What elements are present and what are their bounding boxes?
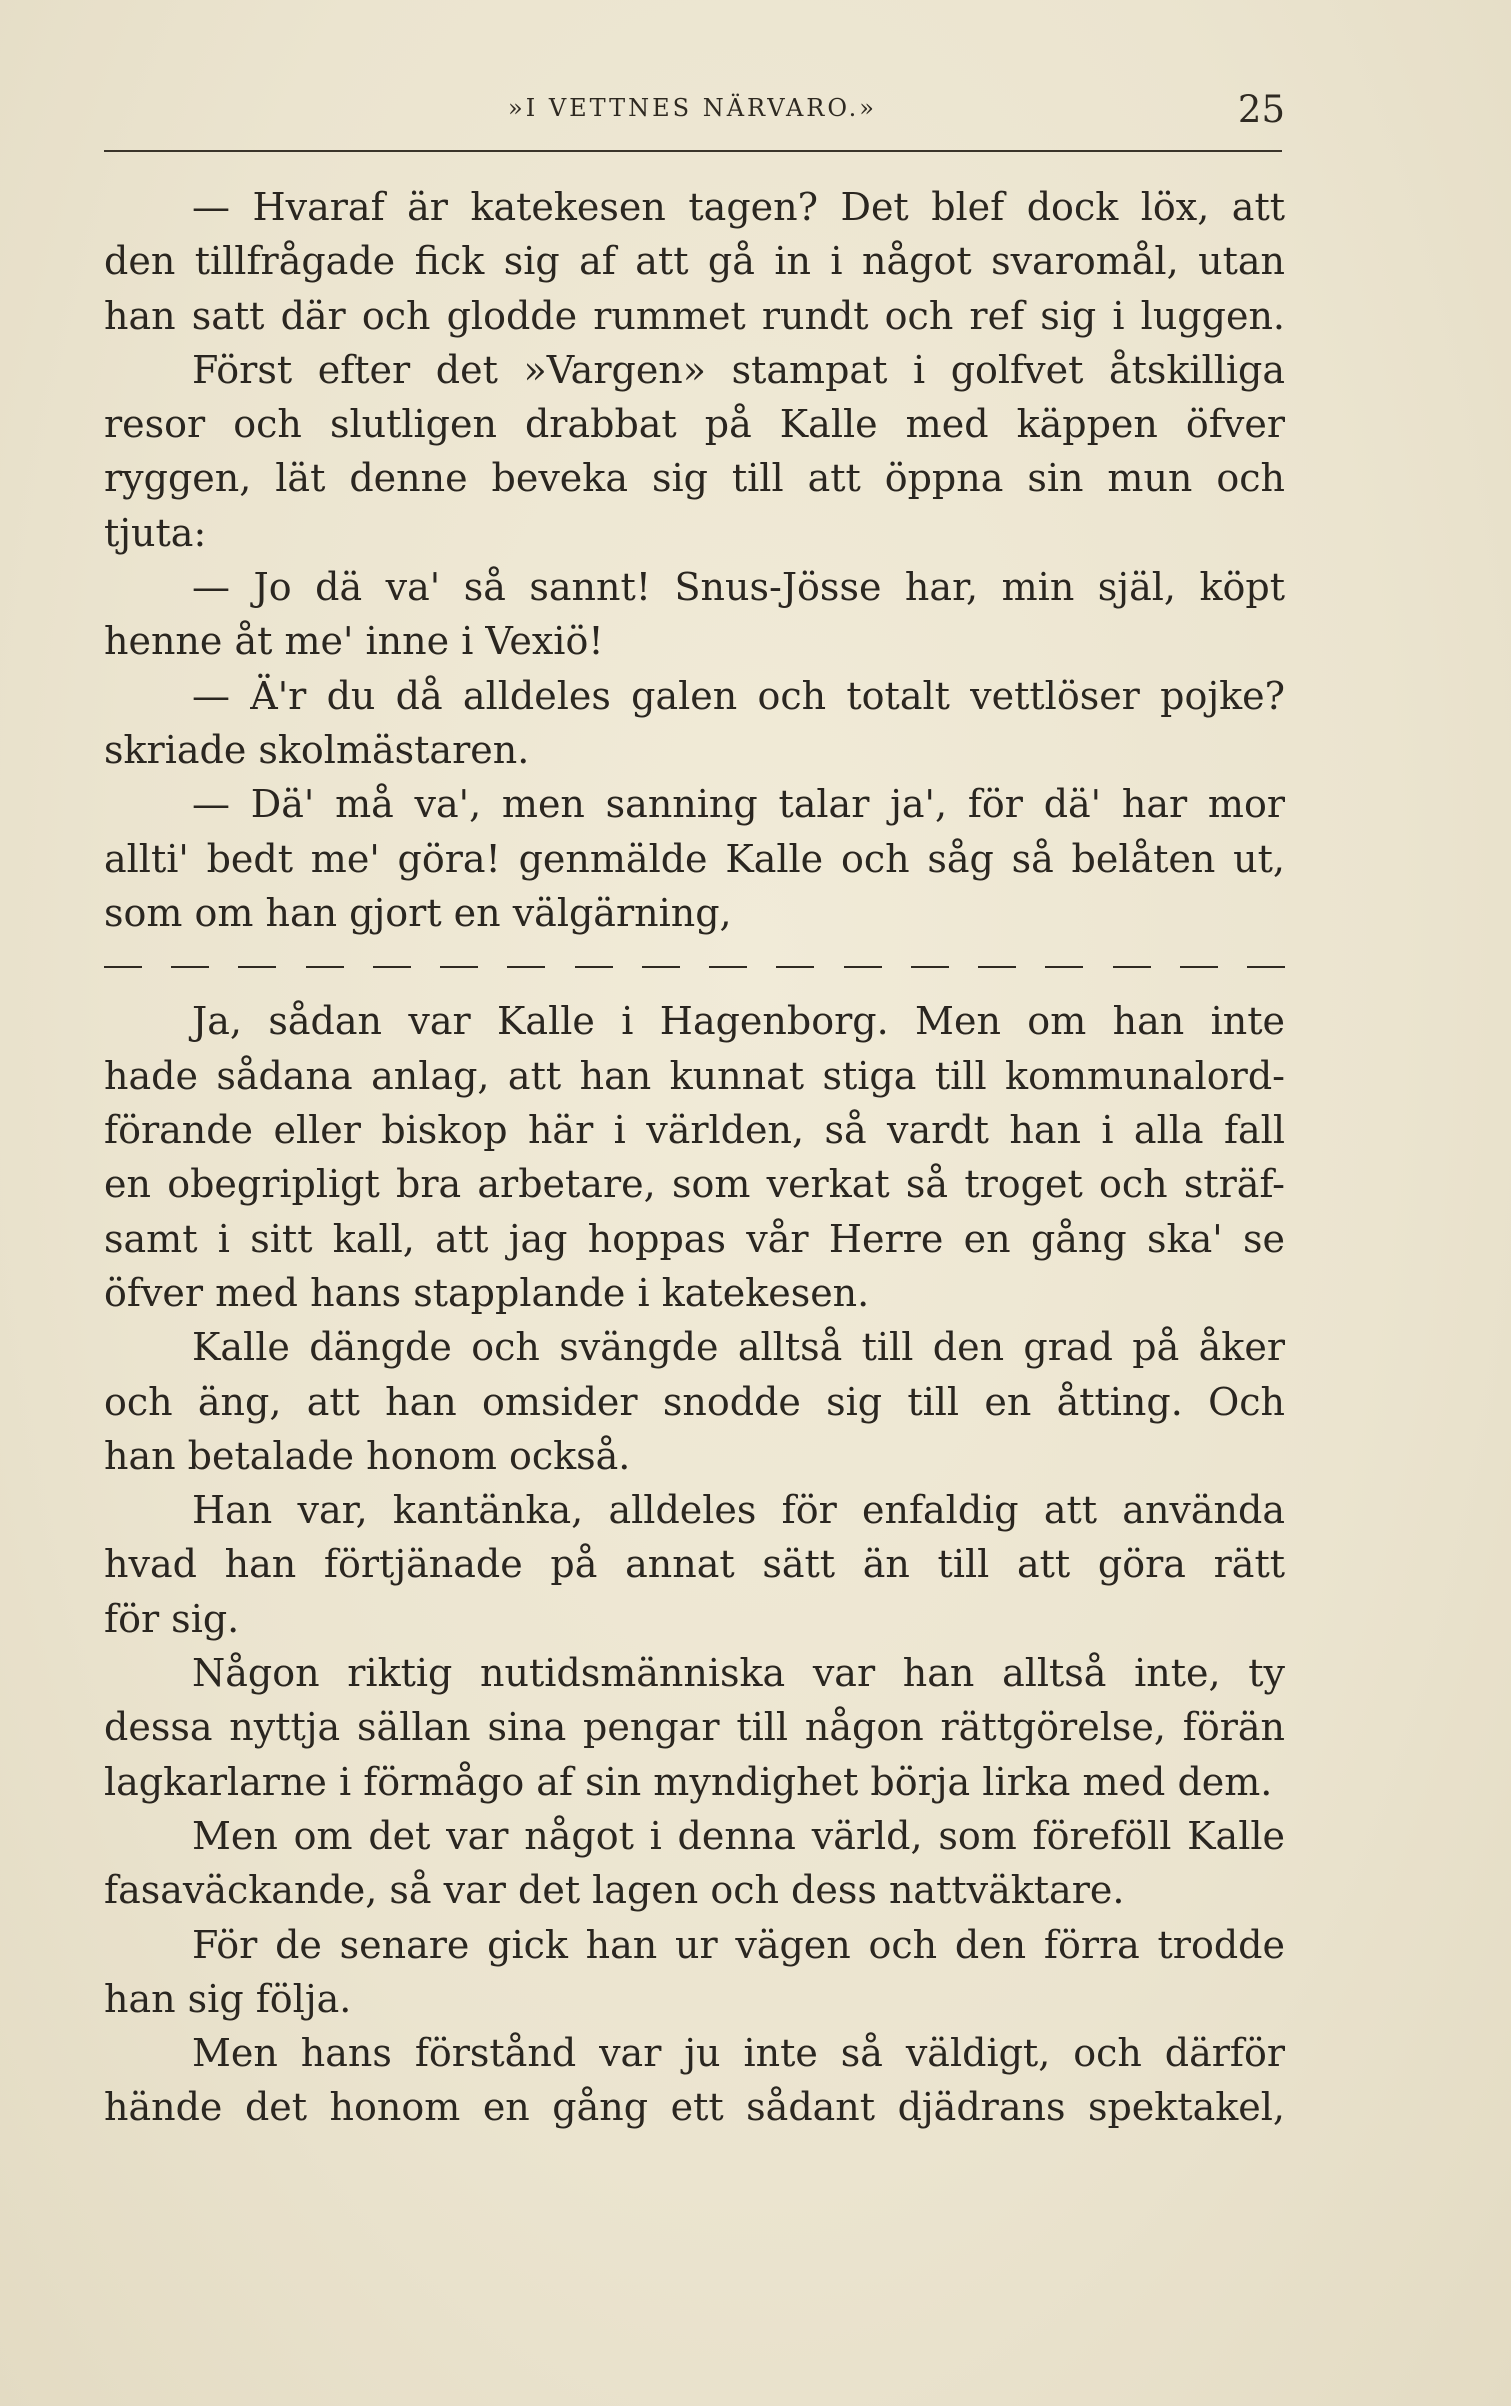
text-line: Men om det var något i denna värld, som föreföll Kalle xyxy=(192,1813,1285,1858)
body-text xyxy=(104,180,1285,2135)
text-line: ryggen, lät denne beveka sig till att öppna sin mun och xyxy=(104,456,1285,501)
text-line: henne åt me' inne i Vexiö! xyxy=(104,619,604,664)
text-line: dessa nyttja sällan sina pengar till någon rättgörelse, förän xyxy=(104,1705,1285,1750)
text-line: den tillfrågade fick sig af att gå in i något svaromål, utan xyxy=(104,239,1285,284)
text-line: — Jo dä va' så sannt! Snus-Jösse har, min själ, köpt xyxy=(192,565,1285,610)
text-line: allti' bedt me' göra! genmälde Kalle och såg så belåten ut, xyxy=(104,836,1285,881)
text-line: och äng, att han omsider snodde sig till en åtting. Och xyxy=(104,1379,1285,1424)
separator-dash xyxy=(104,966,142,968)
text-line: Först efter det »Vargen» stampat i golfvet åtskilliga xyxy=(192,347,1285,392)
separator-dash xyxy=(171,966,209,968)
page-number: 25 xyxy=(1237,88,1285,131)
text-line: — Dä' må va', men sanning talar ja', för dä' har mor xyxy=(192,782,1285,827)
separator-dash xyxy=(1180,966,1218,968)
header-rule xyxy=(104,150,1282,152)
separator-dash xyxy=(373,966,411,968)
running-title: »I VETTNES NÄRVARO.» xyxy=(508,94,877,122)
separator-dash xyxy=(844,966,882,968)
separator-dash xyxy=(1045,966,1083,968)
text-line: lagkarlarne i förmågo af sin myndighet börja lirka med dem. xyxy=(104,1759,1273,1804)
text-line: Kalle dängde och svängde alltså till den grad på åker xyxy=(192,1325,1285,1370)
text-line: han satt där och glodde rummet rundt och ref sig i luggen. xyxy=(104,293,1285,338)
separator-dash xyxy=(709,966,747,968)
text-line: För de senare gick han ur vägen och den förra trodde xyxy=(192,1922,1285,1967)
text-line: — Ä'r du då alldeles galen och totalt vettlöser pojke? xyxy=(192,673,1285,718)
separator-dash xyxy=(1113,966,1151,968)
separator-dash xyxy=(440,966,478,968)
text-line: skriade skolmästaren. xyxy=(104,727,530,772)
text-line: samt i sitt kall, att jag hoppas vår Herre en gång ska' se xyxy=(104,1216,1285,1261)
text-line: resor och slutligen drabbat på Kalle med käppen öfver xyxy=(104,402,1285,447)
separator-dash xyxy=(575,966,613,968)
text-line: Men hans förstånd var ju inte så väldigt, och därför xyxy=(192,2031,1285,2076)
text-line: öfver med hans stapplande i katekesen. xyxy=(104,1270,870,1315)
text-line: en obegripligt bra arbetare, som verkat så troget och sträf- xyxy=(104,1162,1285,1207)
separator-dash xyxy=(978,966,1016,968)
separator-dash xyxy=(1247,966,1285,968)
text-line: hade sådana anlag, att han kunnat stiga till kommunalord- xyxy=(104,1053,1285,1098)
separator-dash xyxy=(238,966,276,968)
text-line: Någon riktig nutidsmänniska var han alltså inte, ty xyxy=(192,1651,1285,1696)
text-line: — Hvaraf är katekesen tagen? Det blef dock löx, att xyxy=(192,185,1285,229)
text-line: han betalade honom också. xyxy=(104,1433,631,1478)
text-line: förande eller biskop här i världen, så vardt han i alla fall xyxy=(104,1108,1285,1153)
text-line: som om han gjort en välgärning, xyxy=(104,890,732,935)
text-line: fasaväckande, så var det lagen och dess nattväktare. xyxy=(104,1868,1125,1913)
text-line: hvad han förtjänade på annat sätt än till att göra rätt xyxy=(104,1542,1285,1587)
separator-dash xyxy=(776,966,814,968)
page-header xyxy=(100,88,1285,148)
text-line: hände det honom en gång ett sådant djädrans spektakel, xyxy=(104,2085,1285,2130)
separator-dash xyxy=(507,966,545,968)
separator-dash xyxy=(306,966,344,968)
text-line: Ja, sådan var Kalle i Hagenborg. Men om han inte xyxy=(192,999,1285,1044)
separator-dash xyxy=(642,966,680,968)
text-line: Han var, kantänka, alldeles för enfaldig att använda xyxy=(192,1488,1285,1533)
separator-dash xyxy=(911,966,949,968)
text-line: han sig följa. xyxy=(104,1976,352,2021)
text-line: för sig. xyxy=(104,1596,240,1641)
section-separator xyxy=(104,940,1285,994)
text-line: tjuta: xyxy=(104,510,207,555)
